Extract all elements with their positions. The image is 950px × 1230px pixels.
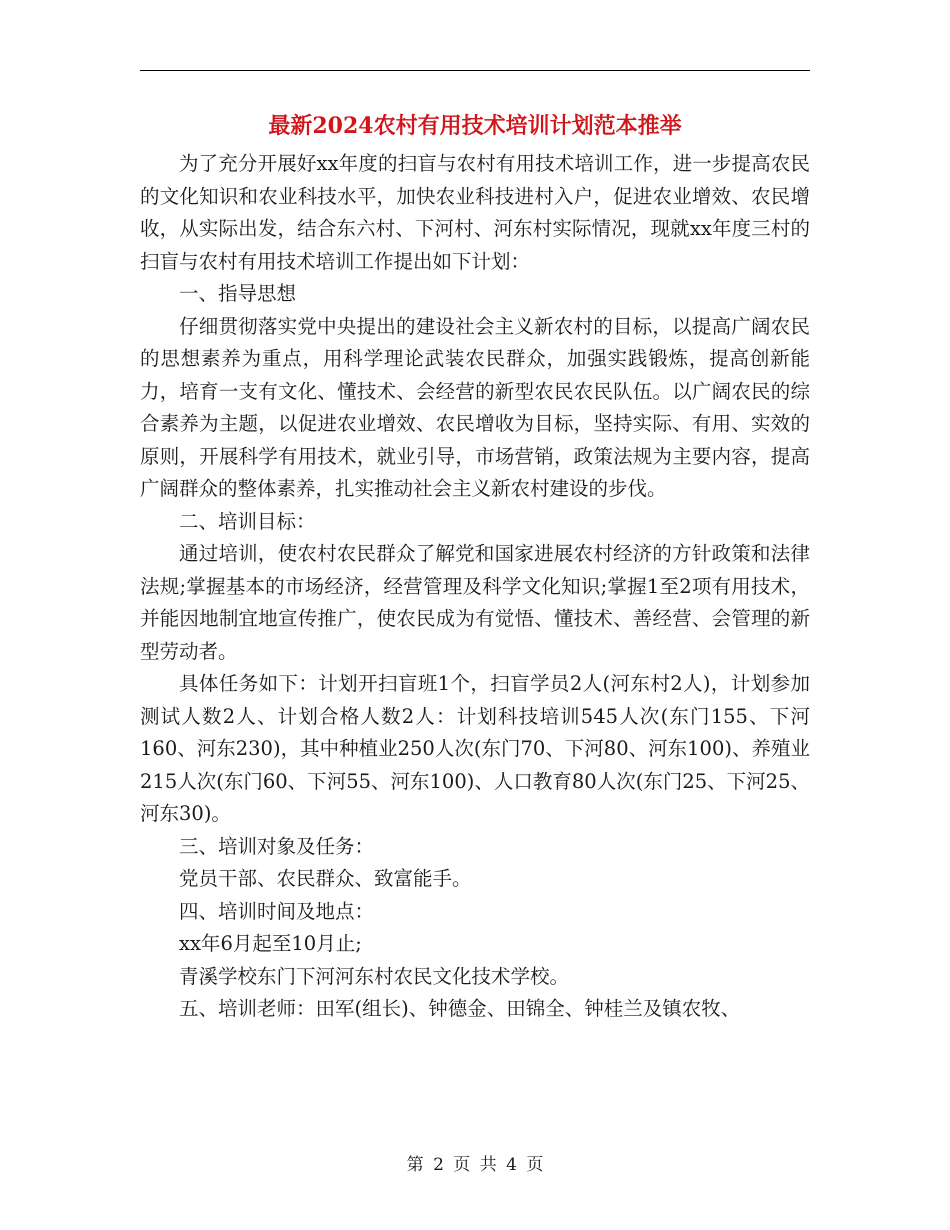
page-footer: [0, 1153, 950, 1177]
footer-total-pages: 4: [506, 1155, 517, 1175]
heading-guiding-thought: 一、指导思想: [179, 282, 297, 305]
footer-page-word: 页: [453, 1155, 471, 1175]
footer-current-page: 2: [433, 1155, 444, 1175]
document-body: [140, 148, 810, 1026]
paragraph-training-targets: 党员干部、农民群众、致富能手。: [179, 867, 472, 890]
paragraph-training-goals: 通过培训，使农村农民群众了解党和国家进展农村经济的方针政策和法律法规;掌握基本的市场经济，经营管理及科学文化知识;掌握1至2项有用技术，并能因地制宜地宣传推广，使农民成为有觉悟、懂技术、善经营、会管理的新型劳动者。: [140, 542, 811, 663]
paragraph-time: xx年6月起至10月止;: [179, 932, 362, 955]
heading-training-goals: 二、培训目标：: [179, 509, 316, 533]
paragraph-teachers: 五、培训老师：田军(组长)、钟德金、田锦全、钟桂兰及镇农牧、: [179, 997, 741, 1020]
heading-time-location: 四、培训时间及地点：: [179, 899, 375, 923]
footer-prefix: 第: [406, 1155, 424, 1175]
heading-training-targets: 三、培训对象及任务：: [179, 834, 375, 858]
paragraph-specific-tasks: 具体任务如下：计划开扫盲班1个，扫盲学员2人(河东村2人)，计划参加测试人数2人、计划合格人数2人：计划科技培训545人次(东门155、下河160、河东230)，其中种植业250人次(东门70、下河80、河东100)、养殖业215人次(东门60、下河55、河东100)、人口教育80人次(东门25、下河25、河东30)。: [140, 672, 810, 825]
document-title: 最新2024农村有用技术培训计划范本推举: [268, 113, 682, 139]
footer-total-suffix: 页: [526, 1155, 544, 1175]
paragraph-intro: 为了充分开展好xx年度的扫盲与农村有用技术培训工作，进一步提高农民的文化知识和农业科技水平，加快农业科技进村入户，促进农业增效、农民增收，从实际出发，结合东六村、下河村、河东村实际情况，现就xx年度三村的扫盲与农村有用技术培训工作提出如下计划：: [140, 152, 810, 273]
paragraph-location: 青溪学校东门下河河东村农民文化技术学校。: [179, 964, 570, 988]
header-rule: [140, 70, 810, 71]
footer-total-prefix: 共: [479, 1155, 497, 1175]
paragraph-guiding-thought: 仔细贯彻落实党中央提出的建设社会主义新农村的目标，以提高广阔农民的思想素养为重点，用科学理论武装农民群众，加强实践锻炼，提高创新能力，培育一支有文化、懂技术、会经营的新型农民农民队伍。以广阔农民的综合素养为主题，以促进农业增效、农民增收为目标，坚持实际、有用、实效的原则，开展科学有用技术，就业引导，市场营销，政策法规为主要内容，提高广阔群众的整体素养，扎实推动社会主义新农村建设的步伐。: [140, 314, 810, 500]
